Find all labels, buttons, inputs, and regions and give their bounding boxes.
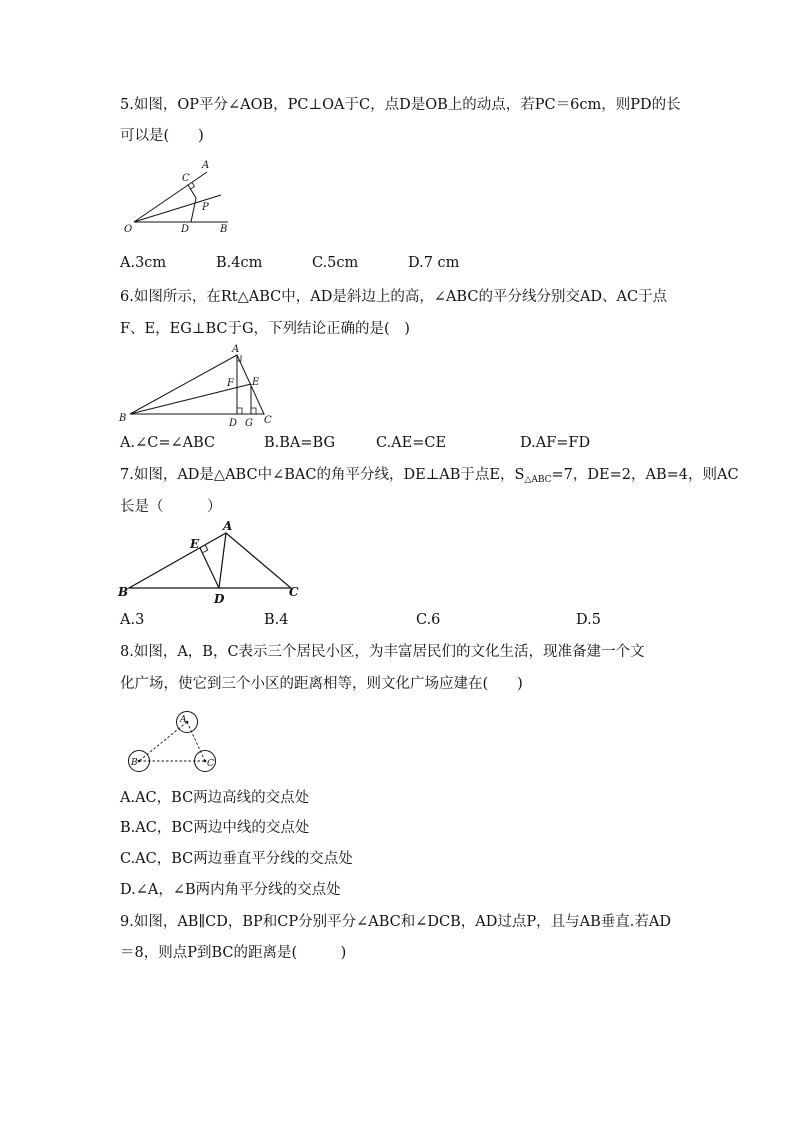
q7-line1 [120,466,739,489]
q6-figure [118,343,278,433]
point-b [138,760,141,763]
q5-option-d: D.7 cm [408,255,460,271]
perpendicular-de [200,548,219,588]
label-e: E [190,537,200,551]
q5-option-c: C.5cm [312,255,359,271]
q8-option-d: D.∠A，∠B两内角平分线的交点处 [120,882,341,898]
q8-option-b: B.AC，BC两边中线的交点处 [120,820,310,836]
triangle-abc [129,533,291,588]
q9-line2: ＝8，则点P到BC的距离是( ) [120,945,347,961]
q7-line2: 长是（ ） [120,499,222,515]
label-f: F [227,378,234,389]
q7-option-b: B.4 [264,612,289,628]
q5-figure [120,160,240,240]
right-angle-d [237,408,242,414]
dashed-ab [139,722,187,761]
ray-oa [134,172,207,222]
label-o: O [124,224,133,235]
label-b: B [118,585,129,599]
q7-figure [117,518,307,608]
point-c [204,760,207,763]
right-angle-g [251,408,256,414]
label-b: B [220,224,228,235]
label-c: C [182,173,190,184]
label-a: A [202,160,210,171]
q5-option-a: A.3cm [120,255,167,271]
label-c: C [264,415,272,426]
label-c: C [207,759,214,769]
q6-option-b: B.BA=BG [264,435,336,451]
q6-option-a: A.∠C=∠ABC [120,435,216,451]
q6-option-d: D.AF=FD [520,435,591,451]
label-e: E [252,377,260,388]
q7-line1-b: =7，DE=2，AB=4，则AC [551,467,739,483]
label-c: C [289,585,299,599]
q7-option-a: A.3 [120,612,145,628]
q8-option-c: C.AC，BC两边垂直平分线的交点处 [120,851,353,867]
q5-line2: 可以是( ) [120,128,204,144]
triangle-abc [130,355,264,414]
label-g: G [245,418,253,429]
q5-option-b: B.4cm [216,255,263,271]
segment-pc [188,185,196,198]
label-d: D [214,592,225,606]
q8-figure [127,708,227,778]
label-d: D [181,224,190,235]
q7-option-d: D.5 [576,612,601,628]
segment-pd [191,198,196,222]
label-a: A [180,715,187,725]
label-b: B [119,413,127,424]
q8-line1: 8.如图，A，B，C表示三个居民小区，为丰富居民们的文化生活，现准备建一个文 [120,644,645,660]
q7-line1-a: 7.如图，AD是△ABC中∠BAC的角平分线，DE⊥AB于点E，S [120,467,525,483]
q7-option-c: C.6 [416,612,441,628]
label-a: A [232,344,240,355]
q6-line1: 6.如图所示，在Rt△ABC中，AD是斜边上的高，∠ABC的平分线分别交AD、AC于点 [120,289,668,305]
q8-line2: 化广场，使它到三个小区的距离相等，则文化广场应建在( ) [120,676,523,692]
bisector-ad [219,533,226,588]
q8-option-a: A.AC，BC两边高线的交点处 [120,790,310,806]
label-p: P [202,202,209,213]
label-d: D [229,418,238,429]
q5-line1: 5.如图，OP平分∠AOB，PC⊥OA于C，点D是OB上的动点，若PC＝6cm，则PD的长 [120,97,681,113]
label-a: A [223,519,233,533]
label-b: B [131,758,138,768]
q6-line2: F、E，EG⊥BC于G，下列结论正确的是( ) [120,321,410,337]
q7-line1-sub: △ABC [524,475,552,485]
q9-line1: 9.如图，AB∥CD，BP和CP分别平分∠ABC和∠DCB，AD过点P，且与AB垂直.若AD [120,914,671,930]
q6-option-c: C.AE=CE [376,435,447,451]
